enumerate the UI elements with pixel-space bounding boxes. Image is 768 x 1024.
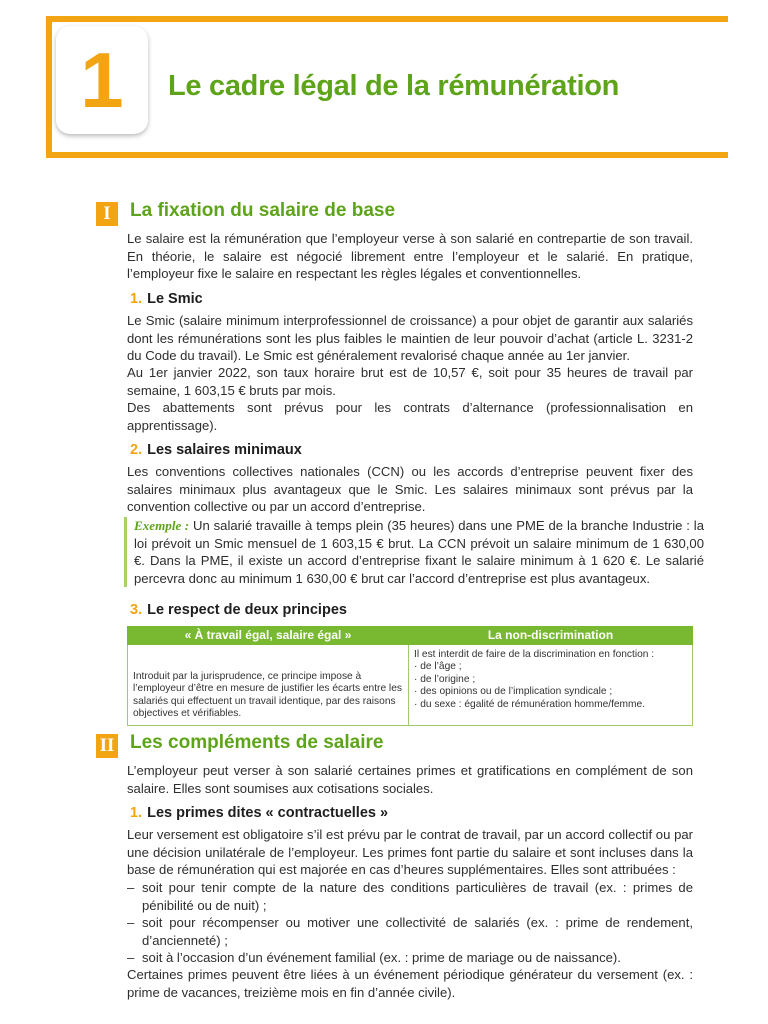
section-numeral-badge: I bbox=[96, 202, 118, 226]
smic-paragraph-2: Au 1er janvier 2022, son taux horaire brut est de 10,57 €, soit pour 35 heures de travail par semaine, 1 603,15 € bruts par mois. bbox=[127, 365, 693, 398]
list-item: – soit pour récompenser ou motiver une collectivité de salariés (ex. : prime de rendement, d’ancienneté) ; bbox=[127, 914, 693, 949]
table-header-equal-pay: « À travail égal, salaire égal » bbox=[128, 627, 409, 645]
subheading-title: Le Smic bbox=[147, 291, 203, 307]
section-1-intro: Le salaire est la rémunération que l’employeur verse à son salarié en contrepartie de son travail. En théorie, le salaire est négocié librement entre l’employeur et le salarié. En pratique, l’employeur fixe le salaire en respectant les règles légales et conventionnelles. bbox=[127, 231, 693, 282]
table-header-non-discrimination: La non-discrimination bbox=[409, 627, 693, 645]
minimaux-paragraph: Les conventions collectives nationales (CCN) ou les accords d’entreprise peuvent fixer des salaires minimaux plus avantageux que le Smic. Les salaires minimaux sont prévus par la convention collective ou par un accord d’entreprise. bbox=[127, 464, 693, 515]
subheading-title: Le respect de deux principes bbox=[147, 602, 347, 618]
chapter-title: Le cadre légal de la rémunération bbox=[168, 70, 620, 102]
subheading-number: 2. bbox=[130, 442, 143, 458]
list-item: – soit à l’occasion d’un événement familial (ex. : prime de mariage ou de naissance). bbox=[127, 949, 693, 967]
primes-paragraph-2: Certaines primes peuvent être liées à un événement périodique générateur du versement (ex. : prime de vacances, treizième mois en fin d’année civile). bbox=[127, 967, 693, 1000]
subheading-primes-contractuelles bbox=[130, 805, 388, 821]
example-label: Exemple : bbox=[134, 518, 190, 533]
smic-paragraph-1: Le Smic (salaire minimum interprofessionnel de croissance) a pour objet de garantir aux salariés dont les rémunérations sont les plus faibles le maintien de leur pouvoir d’achat (article L. 3231-2 du Code du travail). Le Smic est généralement revalorisé chaque année au 1er janvier. bbox=[127, 313, 693, 364]
primes-paragraph-1: Leur versement est obligatoire s’il est prévu par le contrat de travail, par un accord collectif ou par une décision unilatérale de l’employeur. Les primes font partie du salaire et sont incluses dans la base de rémunération qui est majorée en cas d’heures supplémentaires. Elles sont attribuées : bbox=[127, 827, 693, 878]
primes-list bbox=[127, 879, 693, 967]
cell-line: · de l’âge ; bbox=[414, 661, 462, 673]
list-item: – soit pour tenir compte de la nature des conditions particulières de travail (ex. : primes de pénibilité ou de nuit) ; bbox=[127, 879, 693, 914]
cell-line: · de l’origine ; bbox=[414, 673, 476, 685]
example-text: Un salarié travaille à temps plein (35 heures) dans une PME de la branche Industrie : la loi prévoit un Smic mensuel de 1 603,15 € brut. La CCN prévoit un salaire minimum de 1 630,00 €. Dans la PME, il existe un accord d’entreprise fixant le salaire minimum à 1 620 €. Le salarié percevra donc au minimum 1 630,00 € brut car l’accord d’entreprise est plus avantageux. bbox=[134, 518, 704, 586]
subheading-title: Les primes dites « contractuelles » bbox=[147, 805, 389, 821]
subheading-salaires-minimaux bbox=[130, 442, 302, 458]
section-title: Les compléments de salaire bbox=[130, 732, 384, 753]
subheading-number: 3. bbox=[130, 602, 143, 618]
subheading-title: Les salaires minimaux bbox=[147, 442, 302, 458]
cell-line: · du sexe : égalité de rémunération homme/femme. bbox=[414, 698, 646, 710]
table-header-row bbox=[128, 627, 693, 645]
subheading-number: 1. bbox=[130, 291, 143, 307]
chapter-number: 1 bbox=[56, 26, 148, 134]
example-box bbox=[124, 517, 704, 587]
cell-line: Il est interdit de faire de la discrimination en fonction : bbox=[414, 649, 655, 660]
section-2-intro: L’employeur peut verser à son salarié certaines primes et gratifications en complément de son salaire. Elles sont soumises aux cotisations sociales. bbox=[127, 763, 693, 796]
section-numeral-badge: II bbox=[96, 734, 118, 758]
table-row bbox=[128, 645, 693, 726]
principles-table bbox=[127, 626, 693, 726]
subheading-deux-principes bbox=[130, 602, 347, 618]
table-cell-non-discrimination bbox=[409, 645, 693, 726]
smic-paragraph-3: Des abattements sont prévus pour les contrats d’alternance (professionnalisation en apprentissage). bbox=[127, 400, 693, 433]
cell-line: · des opinions ou de l’implication syndicale ; bbox=[414, 686, 613, 698]
subheading-smic bbox=[130, 291, 203, 307]
table-cell-equal-pay: Introduit par la jurisprudence, ce principe impose à l’employeur d’être en mesure de justifier les écarts entre les salariés qui effectuent un travail identique, par des raisons objectives et vérifiables. bbox=[128, 645, 409, 726]
section-title: La fixation du salaire de base bbox=[130, 200, 396, 221]
subheading-number: 1. bbox=[130, 805, 143, 821]
